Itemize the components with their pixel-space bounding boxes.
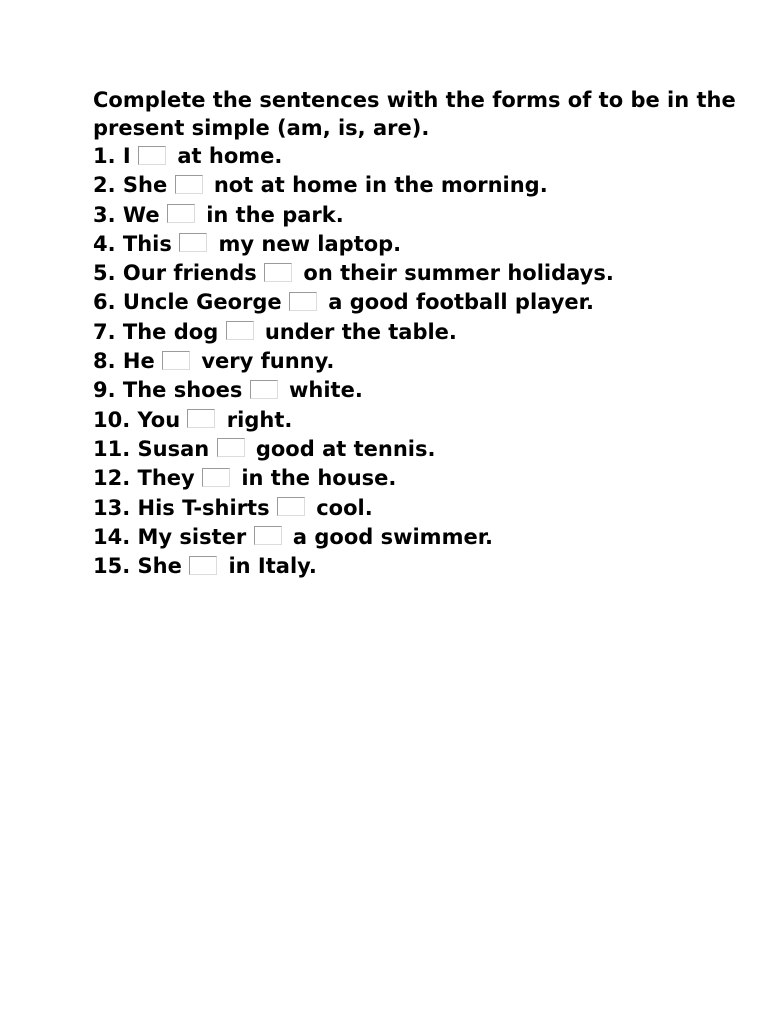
answer-input-15[interactable] [189,556,217,575]
exercise-item [93,230,753,259]
answer-input-6[interactable] [289,292,317,311]
exercise-item [93,406,753,435]
sentence-end: white. [288,378,363,403]
answer-input-1[interactable] [138,146,166,165]
sentence-start: 15. She [93,554,182,579]
exercise-list [93,142,753,581]
sentence-start: 11. Susan [93,436,210,461]
sentence-start: 14. My sister [93,524,247,549]
sentence-end: a good swimmer. [292,524,494,549]
sentence-end: in the park. [206,202,344,227]
exercise-item [93,171,753,200]
exercise-item [93,376,753,405]
worksheet [93,86,753,581]
sentence-end: very funny. [201,349,335,374]
answer-input-3[interactable] [167,204,195,223]
answer-input-8[interactable] [162,351,190,370]
exercise-item [93,347,753,376]
exercise-item [93,523,753,552]
exercise-item [93,464,753,493]
sentence-start: 6. Uncle George [93,290,282,315]
sentence-start: 1. I [93,144,131,168]
sentence-end: good at tennis. [255,436,436,461]
exercise-item [93,201,753,230]
answer-input-11[interactable] [217,438,245,457]
sentence-start: 8. He [93,349,155,374]
sentence-end: a good football player. [328,290,594,315]
sentence-start: 10. You [93,407,181,432]
sentence-end: right. [226,407,293,432]
sentence-end: cool. [316,495,373,520]
sentence-end: in the house. [241,466,397,491]
answer-input-2[interactable] [175,175,203,194]
sentence-end: my new laptop. [218,231,402,256]
answer-input-12[interactable] [202,468,230,487]
sentence-end: in Italy. [228,554,317,579]
sentence-start: 4. This [93,231,172,256]
answer-input-5[interactable] [264,263,292,282]
sentence-start: 3. We [93,202,160,227]
sentence-end: not at home in the morning. [213,173,548,198]
answer-input-14[interactable] [254,526,282,545]
sentence-end: at home. [177,144,283,168]
exercise-item [93,318,753,347]
exercise-item [93,142,753,171]
answer-input-7[interactable] [226,321,254,340]
sentence-start: 5. Our friends [93,261,257,286]
sentence-end: under the table. [264,319,457,344]
exercise-item [93,552,753,581]
sentence-start: 2. She [93,173,168,198]
answer-input-9[interactable] [250,380,278,399]
exercise-item [93,259,753,288]
sentence-start: 13. His T-shirts [93,495,270,520]
sentence-start: 9. The shoes [93,378,243,403]
sentence-end: on their summer holidays. [303,261,614,286]
sentence-start: 7. The dog [93,319,219,344]
sentence-start: 12. They [93,466,195,491]
answer-input-4[interactable] [179,233,207,252]
instructions: Complete the sentences with the forms of to be in the present simple (am, is, are). [93,88,736,140]
exercise-item [93,288,753,317]
answer-input-10[interactable] [187,409,215,428]
exercise-item [93,494,753,523]
answer-input-13[interactable] [277,497,305,516]
exercise-item [93,435,753,464]
